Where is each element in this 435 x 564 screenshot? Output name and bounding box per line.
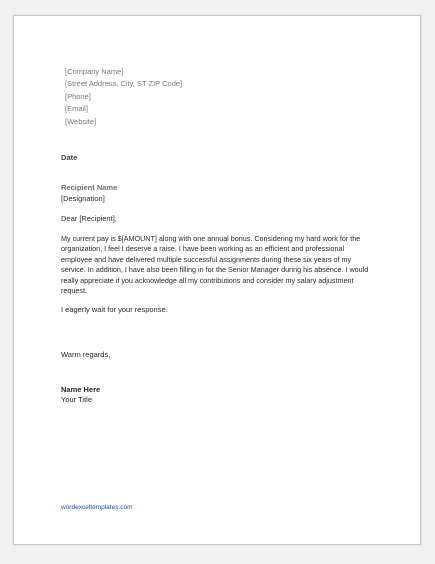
greeting: Dear [Recipient], <box>61 214 117 223</box>
recipient-designation: [Designation] <box>61 194 105 203</box>
sender-email: [Email] <box>65 104 88 114</box>
sign-off: Warm regards, <box>61 350 111 359</box>
closing-line: I eagerly wait for your response. <box>61 305 168 314</box>
body-paragraph: My current pay is $[AMOUNT] along with one annual bonus. Considering my hard work for the organization, I feel I deserve a raise. I have been working as an efficient and professional employee and have delivered multiple successful assignments during these six years of my service. In addition, I have also been filling in for the Senior Manager during his absence. I would really appreciate if you acknowledge all my contributions and consider my salary adjustment request. <box>61 234 369 296</box>
recipient-name-label: Recipient Name <box>61 183 118 192</box>
signer-name: Name Here <box>61 385 101 394</box>
sender-street-address: [Street Address, City, ST ZIP Code] <box>65 79 183 89</box>
sender-phone: [Phone] <box>65 91 91 101</box>
sender-company-name: [Company Name] <box>65 67 124 76</box>
signer-title: Your Title <box>61 395 92 404</box>
sender-website: [Website] <box>65 116 97 126</box>
footer-website-link[interactable]: wordexceltemplates.com <box>61 504 133 511</box>
sender-block <box>65 66 182 128</box>
letter-page <box>13 15 421 545</box>
date-label: Date <box>61 153 78 162</box>
